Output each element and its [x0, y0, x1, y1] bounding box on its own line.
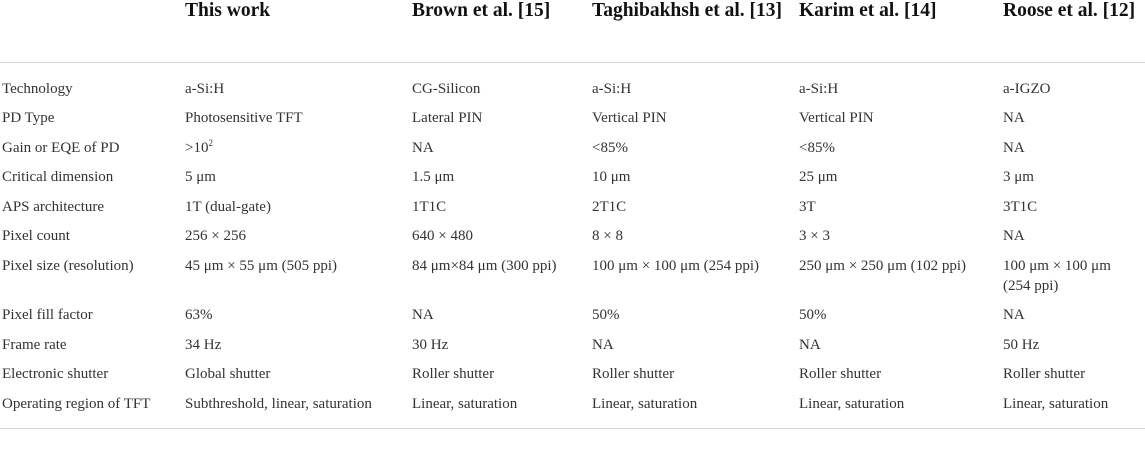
cell-taghibakhsh: Linear, saturation	[592, 395, 698, 412]
cell-brown: 84 μm×84 μm (300 ppi)	[412, 257, 557, 274]
row-label: Pixel size (resolution)	[2, 257, 134, 274]
table-row-gain	[0, 134, 1145, 164]
cell-roose: 3T1C	[1003, 198, 1038, 215]
header-roose: Roose et al. [12]	[1003, 0, 1145, 62]
cell-karim: 50%	[799, 307, 827, 323]
cell-roose: 3 μm	[1003, 169, 1034, 185]
cell-roose: NA	[1003, 139, 1025, 156]
cell-brown: Linear, saturation	[412, 395, 518, 412]
cell-brown: Roller shutter	[412, 366, 495, 382]
row-label: Electronic shutter	[2, 366, 109, 382]
gain-base: >10	[185, 139, 209, 156]
cell-karim: Vertical PIN	[799, 110, 874, 126]
cell-karim: NA	[799, 336, 821, 353]
cell-roose: NA	[1003, 307, 1025, 323]
row-label: Critical dimension	[2, 169, 114, 185]
cell-roose: 50 Hz	[1003, 336, 1040, 353]
cell-this-work: 63%	[185, 307, 213, 323]
cell-this-work: a-Si:H	[185, 80, 225, 97]
cell-roose: 100 μm × 100 μm (254 ppi)	[1003, 257, 1111, 294]
cell-roose: NA	[1003, 228, 1025, 244]
cell-this-work: Subthreshold, linear, saturation	[185, 395, 372, 412]
cell-brown: 30 Hz	[412, 336, 449, 353]
cell-roose: Linear, saturation	[1003, 395, 1109, 412]
header-row	[0, 0, 1145, 62]
cell-karim: 250 μm × 250 μm (102 ppi)	[799, 257, 967, 274]
row-label: Pixel fill factor	[2, 307, 93, 323]
cell-karim: Linear, saturation	[799, 395, 905, 412]
cell-this-work: Global shutter	[185, 366, 271, 382]
cell-roose: NA	[1003, 110, 1025, 126]
table-row-fill-factor	[0, 301, 1145, 331]
table-row-aps-architecture	[0, 193, 1145, 223]
cell-this-work: 34 Hz	[185, 336, 222, 353]
header-empty-cell	[0, 0, 185, 62]
cell-taghibakhsh: Roller shutter	[592, 366, 675, 382]
row-label: Operating region of TFT	[2, 395, 151, 412]
cell-karim: Roller shutter	[799, 366, 882, 382]
row-label: Frame rate	[2, 336, 67, 353]
table-row-critical-dimension	[0, 163, 1145, 193]
cell-taghibakhsh: NA	[592, 336, 614, 353]
cell-brown: 640 × 480	[412, 228, 473, 244]
cell-this-work: Photosensitive TFT	[185, 110, 303, 126]
cell-this-work: 5 μm	[185, 169, 216, 185]
cell-karim: 3 × 3	[799, 228, 830, 244]
cell-taghibakhsh: 8 × 8	[592, 228, 623, 244]
cell-this-work: 256 × 256	[185, 228, 246, 244]
header-this-work: This work	[185, 0, 412, 62]
cell-brown: 1T1C	[412, 198, 447, 215]
table-row-technology	[0, 75, 1145, 105]
cell-taghibakhsh: 2T1C	[592, 198, 627, 215]
cell-this-work	[185, 134, 412, 164]
cell-this-work: 1T (dual-gate)	[185, 198, 271, 215]
table-row-pixel-size	[0, 252, 1145, 302]
cell-karim: <85%	[799, 139, 835, 156]
cell-karim: 3T	[799, 198, 816, 215]
cell-taghibakhsh: 10 μm	[592, 169, 631, 185]
row-label: Pixel count	[2, 228, 70, 244]
cell-this-work: 45 μm × 55 μm (505 ppi)	[185, 257, 338, 274]
cell-brown: 1.5 μm	[412, 169, 455, 185]
cell-taghibakhsh: a-Si:H	[592, 80, 632, 97]
row-label: PD Type	[2, 110, 55, 126]
header-brown: Brown et al. [15]	[412, 0, 592, 62]
header-karim: Karim et al. [14]	[799, 0, 1003, 62]
cell-brown: NA	[412, 139, 434, 156]
row-label: Gain or EQE of PD	[2, 139, 120, 156]
cell-roose: a-IGZO	[1003, 80, 1051, 97]
table-row-pixel-count	[0, 222, 1145, 252]
cell-taghibakhsh: 50%	[592, 307, 620, 323]
cell-taghibakhsh: 100 μm × 100 μm (254 ppi)	[592, 257, 760, 274]
cell-brown: Lateral PIN	[412, 110, 483, 126]
cell-roose: Roller shutter	[1003, 366, 1086, 382]
cell-karim: a-Si:H	[799, 80, 839, 97]
gain-exponent: 2	[208, 137, 213, 148]
table-row-electronic-shutter	[0, 360, 1145, 390]
cell-brown: CG-Silicon	[412, 80, 481, 97]
row-label: APS architecture	[2, 198, 105, 215]
cell-brown: NA	[412, 307, 434, 323]
row-label: Technology	[2, 80, 73, 97]
table-row-frame-rate	[0, 331, 1145, 361]
table-row-operating-region	[0, 390, 1145, 429]
cell-taghibakhsh: <85%	[592, 139, 628, 156]
cell-taghibakhsh: Vertical PIN	[592, 110, 667, 126]
cell-karim: 25 μm	[799, 169, 838, 185]
table-row-pd-type	[0, 104, 1145, 134]
header-taghibakhsh: Taghibakhsh et al. [13]	[592, 0, 799, 62]
